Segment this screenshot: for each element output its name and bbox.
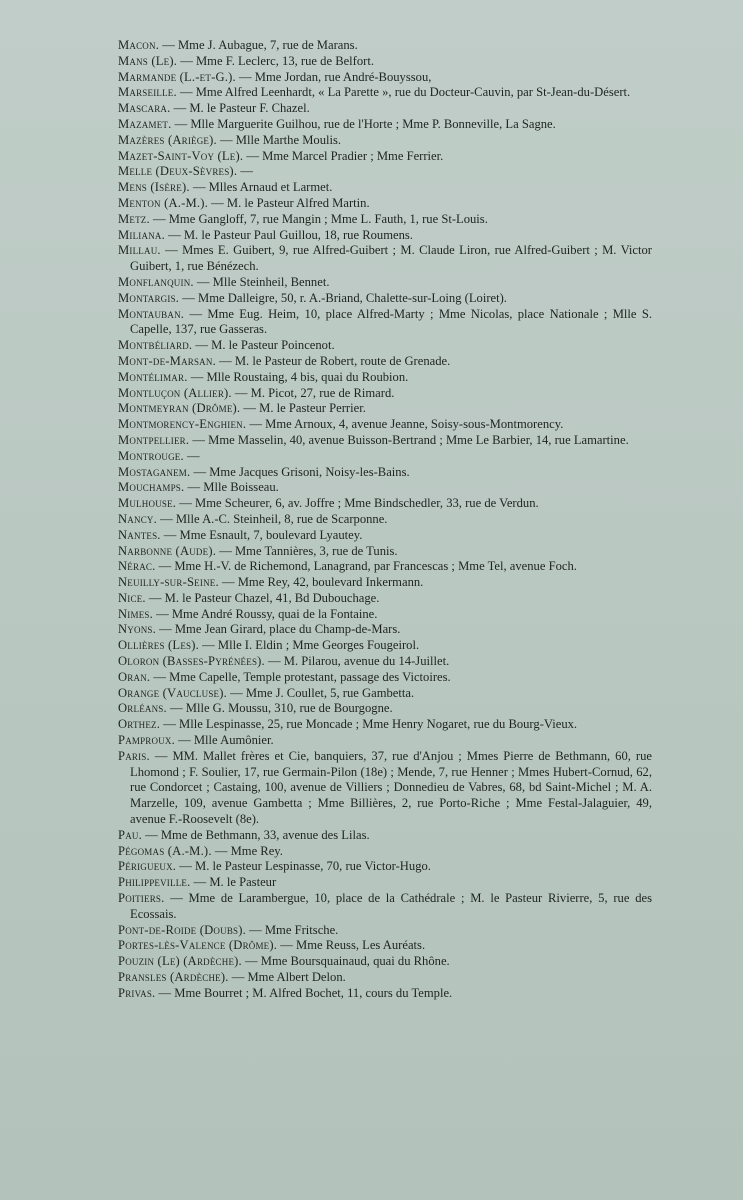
directory-entry xyxy=(118,401,652,417)
entry-contacts: — Mme Reuss, Les Auréats. xyxy=(277,938,426,953)
entry-contacts: — Mme Jordan, rue André-Bouyssou, xyxy=(235,69,432,84)
entry-place: Pransles (Ardèche). xyxy=(118,970,229,985)
entry-place: Montpellier. xyxy=(118,432,190,447)
entry-contacts: — Mme Tannières, 3, rue de Tunis. xyxy=(216,543,398,558)
entry-contacts: — Mmes E. Guibert, 9, rue Alfred-Guibert ; M. Claude Liron, rue Alfred-Guibert ; M. Victor Guibert, 1, rue Bénézech. xyxy=(130,243,652,274)
directory-entry xyxy=(118,212,652,228)
directory-entry xyxy=(118,670,652,686)
entry-place: Melle (Deux-Sèvres). xyxy=(118,164,238,179)
entry-place: Orthez. xyxy=(118,717,161,732)
directory-entry xyxy=(118,607,652,623)
directory-entry xyxy=(118,859,652,875)
directory-entry xyxy=(118,954,652,970)
entry-contacts: — MM. Mallet frères et Cie, banquiers, 37, rue d'Anjou ; Mmes Pierre de Bethmann, 60, rue Lhomond ; F. Soulier, 17, rue Germain-Pilon (18e) ; Mende, 7, rue Henner ; Mmes Hubert-Cornud, 62, rue Condorcet ; Castaing, 100, avenue de Villiers ; Donnedieu de Vabres, 68, bd Saint-Michel ; M. A. Marzelle, 109, avenue Gambetta ; Mme Billières, 2, rue Porto-Riche ; Mme Festal-Jalaguier, 49, avenue F.-Roosevelt (8e). xyxy=(130,748,652,827)
entry-place: Montbéliard. xyxy=(118,338,193,353)
entry-contacts: — Mme André Roussy, quai de la Fontaine. xyxy=(152,606,378,621)
entry-contacts: — Mme J. Aubague, 7, rue de Marans. xyxy=(159,38,358,52)
directory-entry xyxy=(118,733,652,749)
entry-contacts: — Mme Jacques Grisoni, Noisy-les-Bains. xyxy=(190,464,410,479)
directory-entry xyxy=(118,559,652,575)
directory-entry xyxy=(118,307,652,339)
entry-place: Mulhouse. xyxy=(118,496,177,511)
entry-place: Orléans. xyxy=(118,701,167,716)
entry-place: Nancy. xyxy=(118,511,157,526)
entry-contacts: — Mme J. Coullet, 5, rue Gambetta. xyxy=(226,685,415,700)
directory-entry xyxy=(118,465,652,481)
entry-contacts: — Mme Rey. xyxy=(211,843,283,858)
entry-place: Marmande (L.-et-G.). xyxy=(118,69,236,84)
directory-entry xyxy=(118,717,652,733)
entry-place: Nyons. xyxy=(118,622,156,637)
directory-entry xyxy=(118,970,652,986)
directory-entry xyxy=(118,370,652,386)
entry-place: Marseille. xyxy=(118,85,177,100)
entry-place: Nice. xyxy=(118,590,146,605)
entry-place: Pamproux. xyxy=(118,733,175,748)
entry-place: Périgueux. xyxy=(118,859,177,874)
entry-contacts: — Mme Boursquainaud, quai du Rhône. xyxy=(241,954,450,969)
entry-contacts: — M. Pilarou, avenue du 14-Juillet. xyxy=(264,654,450,669)
directory-entry xyxy=(118,85,652,101)
entry-contacts: — Mlle Steinheil, Bennet. xyxy=(193,274,330,289)
entry-place: Poitiers. xyxy=(118,891,165,906)
directory-entry xyxy=(118,891,652,923)
entry-contacts: — Mlle Marthe Moulis. xyxy=(216,132,342,147)
entry-place: Mens (Isère). xyxy=(118,180,190,195)
entry-contacts: — Mme Scheurer, 6, av. Joffre ; Mme Bindschedler, 33, rue de Verdun. xyxy=(176,496,539,511)
directory-entry xyxy=(118,654,652,670)
directory-entry xyxy=(118,433,652,449)
directory-entry xyxy=(118,923,652,939)
entry-place: Philippeville. xyxy=(118,875,191,890)
directory-entry xyxy=(118,749,652,828)
entry-contacts: — Mme Jean Girard, place du Champ-de-Mars. xyxy=(155,622,401,637)
directory-entry xyxy=(118,149,652,165)
entry-contacts: — Mme Alfred Leenhardt, « La Parette », rue du Docteur-Cauvin, par St-Jean-du-Désert. xyxy=(176,85,631,100)
entry-place: Pau. xyxy=(118,827,142,842)
entry-contacts: — M. le Pasteur Chazel, 41, Bd Dubouchage. xyxy=(145,590,380,605)
entry-contacts: — M. le Pasteur xyxy=(190,875,277,890)
directory-entry xyxy=(118,575,652,591)
entry-contacts: — Mme Dalleigre, 50, r. A.-Briand, Chalette-sur-Loing (Loiret). xyxy=(179,290,507,305)
entry-place: Neuilly-sur-Seine. xyxy=(118,575,219,590)
entry-contacts: — Mlle Roustaing, 4 bis, quai du Roubion. xyxy=(187,369,409,384)
entry-contacts: — Mme Gangloff, 7, rue Mangin ; Mme L. Fauth, 1, rue St-Louis. xyxy=(149,211,488,226)
entry-place: Oran. xyxy=(118,669,151,684)
entry-place: Mazet-Saint-Voy (Le). xyxy=(118,148,244,163)
directory-entry xyxy=(118,117,652,133)
entry-place: Montluçon (Allier). xyxy=(118,385,232,400)
entry-place: Mans (Le). xyxy=(118,53,178,68)
entry-contacts: — M. le Pasteur F. Chazel. xyxy=(170,101,310,116)
entry-contacts: — Mme de Bethmann, 33, avenue des Lilas. xyxy=(141,827,370,842)
entry-place: Nérac. xyxy=(118,559,156,574)
entry-contacts: — Mme Eug. Heim, 10, place Alfred-Marty ; Mme Nicolas, place Nationale ; Mlle S. Capelle, 137, rue Gasseras. xyxy=(130,306,652,337)
entry-contacts: — Mme Masselin, 40, avenue Buisson-Bertrand ; Mme Le Barbier, 14, rue Lamartine. xyxy=(189,432,629,447)
entry-contacts: — Mlle G. Moussu, 310, rue de Bourgogne. xyxy=(166,701,393,716)
directory-entry xyxy=(118,291,652,307)
entry-contacts: — Mme Marcel Pradier ; Mme Ferrier. xyxy=(243,148,444,163)
directory-entry xyxy=(118,354,652,370)
entry-place: Nantes. xyxy=(118,527,161,542)
entry-contacts: — Mlle I. Eldin ; Mme Georges Fougeirol. xyxy=(198,638,420,653)
directory-entry xyxy=(118,275,652,291)
directory-entry xyxy=(118,828,652,844)
entry-contacts: — Mme Rey, 42, boulevard Inkermann. xyxy=(218,575,424,590)
directory-entry xyxy=(118,338,652,354)
directory-entry xyxy=(118,386,652,402)
directory-entry xyxy=(118,417,652,433)
entry-place: Oloron (Basses-Pyrénées). xyxy=(118,654,265,669)
directory-entry xyxy=(118,133,652,149)
entry-contacts: — M. Picot, 27, rue de Rimard. xyxy=(231,385,395,400)
directory-entry xyxy=(118,591,652,607)
entry-contacts: — M. le Pasteur Paul Guillou, 18, rue Roumens. xyxy=(164,227,413,242)
entry-contacts: — Mme Capelle, Temple protestant, passage des Victoires. xyxy=(150,669,451,684)
entry-place: Pégomas (A.-M.). xyxy=(118,843,212,858)
entry-contacts: — M. le Pasteur Lespinasse, 70, rue Victor-Hugo. xyxy=(176,859,431,874)
entry-contacts: — Mme Albert Delon. xyxy=(228,970,346,985)
entry-contacts: — Mme Arnoux, 4, avenue Jeanne, Soisy-sous-Montmorency. xyxy=(246,417,564,432)
directory-entry xyxy=(118,528,652,544)
directory-entry xyxy=(118,638,652,654)
directory-entry xyxy=(118,875,652,891)
entry-place: Mazères (Ariège). xyxy=(118,132,217,147)
entry-place: Mazamet. xyxy=(118,116,172,131)
entry-contacts: — Mme F. Leclerc, 13, rue de Belfort. xyxy=(177,53,375,68)
entry-contacts: — Mlle Marguerite Guilhou, rue de l'Horte ; Mme P. Bonneville, La Sagne. xyxy=(171,116,556,131)
directory-entry xyxy=(118,196,652,212)
entry-place: Macon. xyxy=(118,38,160,52)
entry-contacts: — Mme de Larambergue, 10, place de la Cathédrale ; M. le Pasteur Rivierre, 5, rue des Ecossais. xyxy=(130,891,652,921)
entry-place: Montrouge. xyxy=(118,448,184,463)
entry-contacts: — Mlle Lespinasse, 25, rue Moncade ; Mme Henry Nogaret, rue du Bourg-Vieux. xyxy=(160,717,578,732)
directory-entry xyxy=(118,164,652,180)
entry-place: Montargis. xyxy=(118,290,180,305)
directory-entry xyxy=(118,544,652,560)
entry-place: Miliana. xyxy=(118,227,165,242)
entry-place: Portes-lès-Valence (Drôme). xyxy=(118,938,278,953)
directory-entry xyxy=(118,54,652,70)
directory-entry xyxy=(118,38,652,54)
entry-place: Monflanquin. xyxy=(118,274,194,289)
entry-contacts: — Mme Bourret ; M. Alfred Bochet, 11, cours du Temple. xyxy=(155,985,453,1000)
entry-list xyxy=(118,38,652,1002)
entry-place: Mouchamps. xyxy=(118,480,185,495)
entry-contacts: — xyxy=(183,448,200,463)
directory-entry xyxy=(118,228,652,244)
entry-contacts: — xyxy=(237,164,253,179)
entry-contacts: — Mlle Boisseau. xyxy=(184,480,279,495)
directory-entry xyxy=(118,180,652,196)
entry-place: Pouzin (Le) (Ardèche). xyxy=(118,954,242,969)
directory-entry xyxy=(118,986,652,1002)
directory-entry xyxy=(118,243,652,275)
entry-place: Nimes. xyxy=(118,606,153,621)
entry-contacts: — Mlle A.-C. Steinheil, 8, rue de Scarponne. xyxy=(156,511,388,526)
directory-entry xyxy=(118,449,652,465)
entry-place: Menton (A.-M.). xyxy=(118,195,208,210)
directory-entry xyxy=(118,938,652,954)
entry-contacts: — Mme H.-V. de Richemond, Lanagrand, par Francescas ; Mme Tel, avenue Foch. xyxy=(155,559,577,574)
entry-contacts: — M. le Pasteur Alfred Martin. xyxy=(208,195,370,210)
directory-entry xyxy=(118,70,652,86)
entry-contacts: — Mlle Aumônier. xyxy=(174,733,274,748)
entry-place: Pont-de-Roide (Doubs). xyxy=(118,922,246,937)
entry-place: Millau. xyxy=(118,243,161,258)
directory-entry xyxy=(118,844,652,860)
entry-place: Metz. xyxy=(118,211,150,226)
entry-place: Mascara. xyxy=(118,101,171,116)
entry-place: Privas. xyxy=(118,985,156,1000)
entry-place: Montmeyran (Drôme). xyxy=(118,401,241,416)
entry-place: Orange (Vaucluse). xyxy=(118,685,227,700)
entry-place: Montélimar. xyxy=(118,369,188,384)
directory-entry xyxy=(118,512,652,528)
entry-contacts: — M. le Pasteur Poincenot. xyxy=(192,338,335,353)
entry-place: Mont-de-Marsan. xyxy=(118,353,216,368)
entry-contacts: — Mme Fritsche. xyxy=(245,922,339,937)
directory-entry xyxy=(118,480,652,496)
entry-place: Ollières (Les). xyxy=(118,638,199,653)
directory-entry xyxy=(118,101,652,117)
entry-place: Narbonne (Aude). xyxy=(118,543,217,558)
entry-place: Mostaganem. xyxy=(118,464,191,479)
entry-place: Montmorency-Enghien. xyxy=(118,417,247,432)
directory-entry xyxy=(118,686,652,702)
directory-entry xyxy=(118,496,652,512)
directory-entry xyxy=(118,622,652,638)
entry-contacts: — Mme Esnault, 7, boulevard Lyautey. xyxy=(160,527,363,542)
entry-place: Paris. xyxy=(118,748,150,763)
directory-entry xyxy=(118,701,652,717)
entry-contacts: — M. le Pasteur de Robert, route de Grenade. xyxy=(215,353,451,368)
entry-place: Montauban. xyxy=(118,306,185,321)
entry-contacts: — Mlles Arnaud et Larmet. xyxy=(189,180,333,195)
entry-contacts: — M. le Pasteur Perrier. xyxy=(240,401,366,416)
